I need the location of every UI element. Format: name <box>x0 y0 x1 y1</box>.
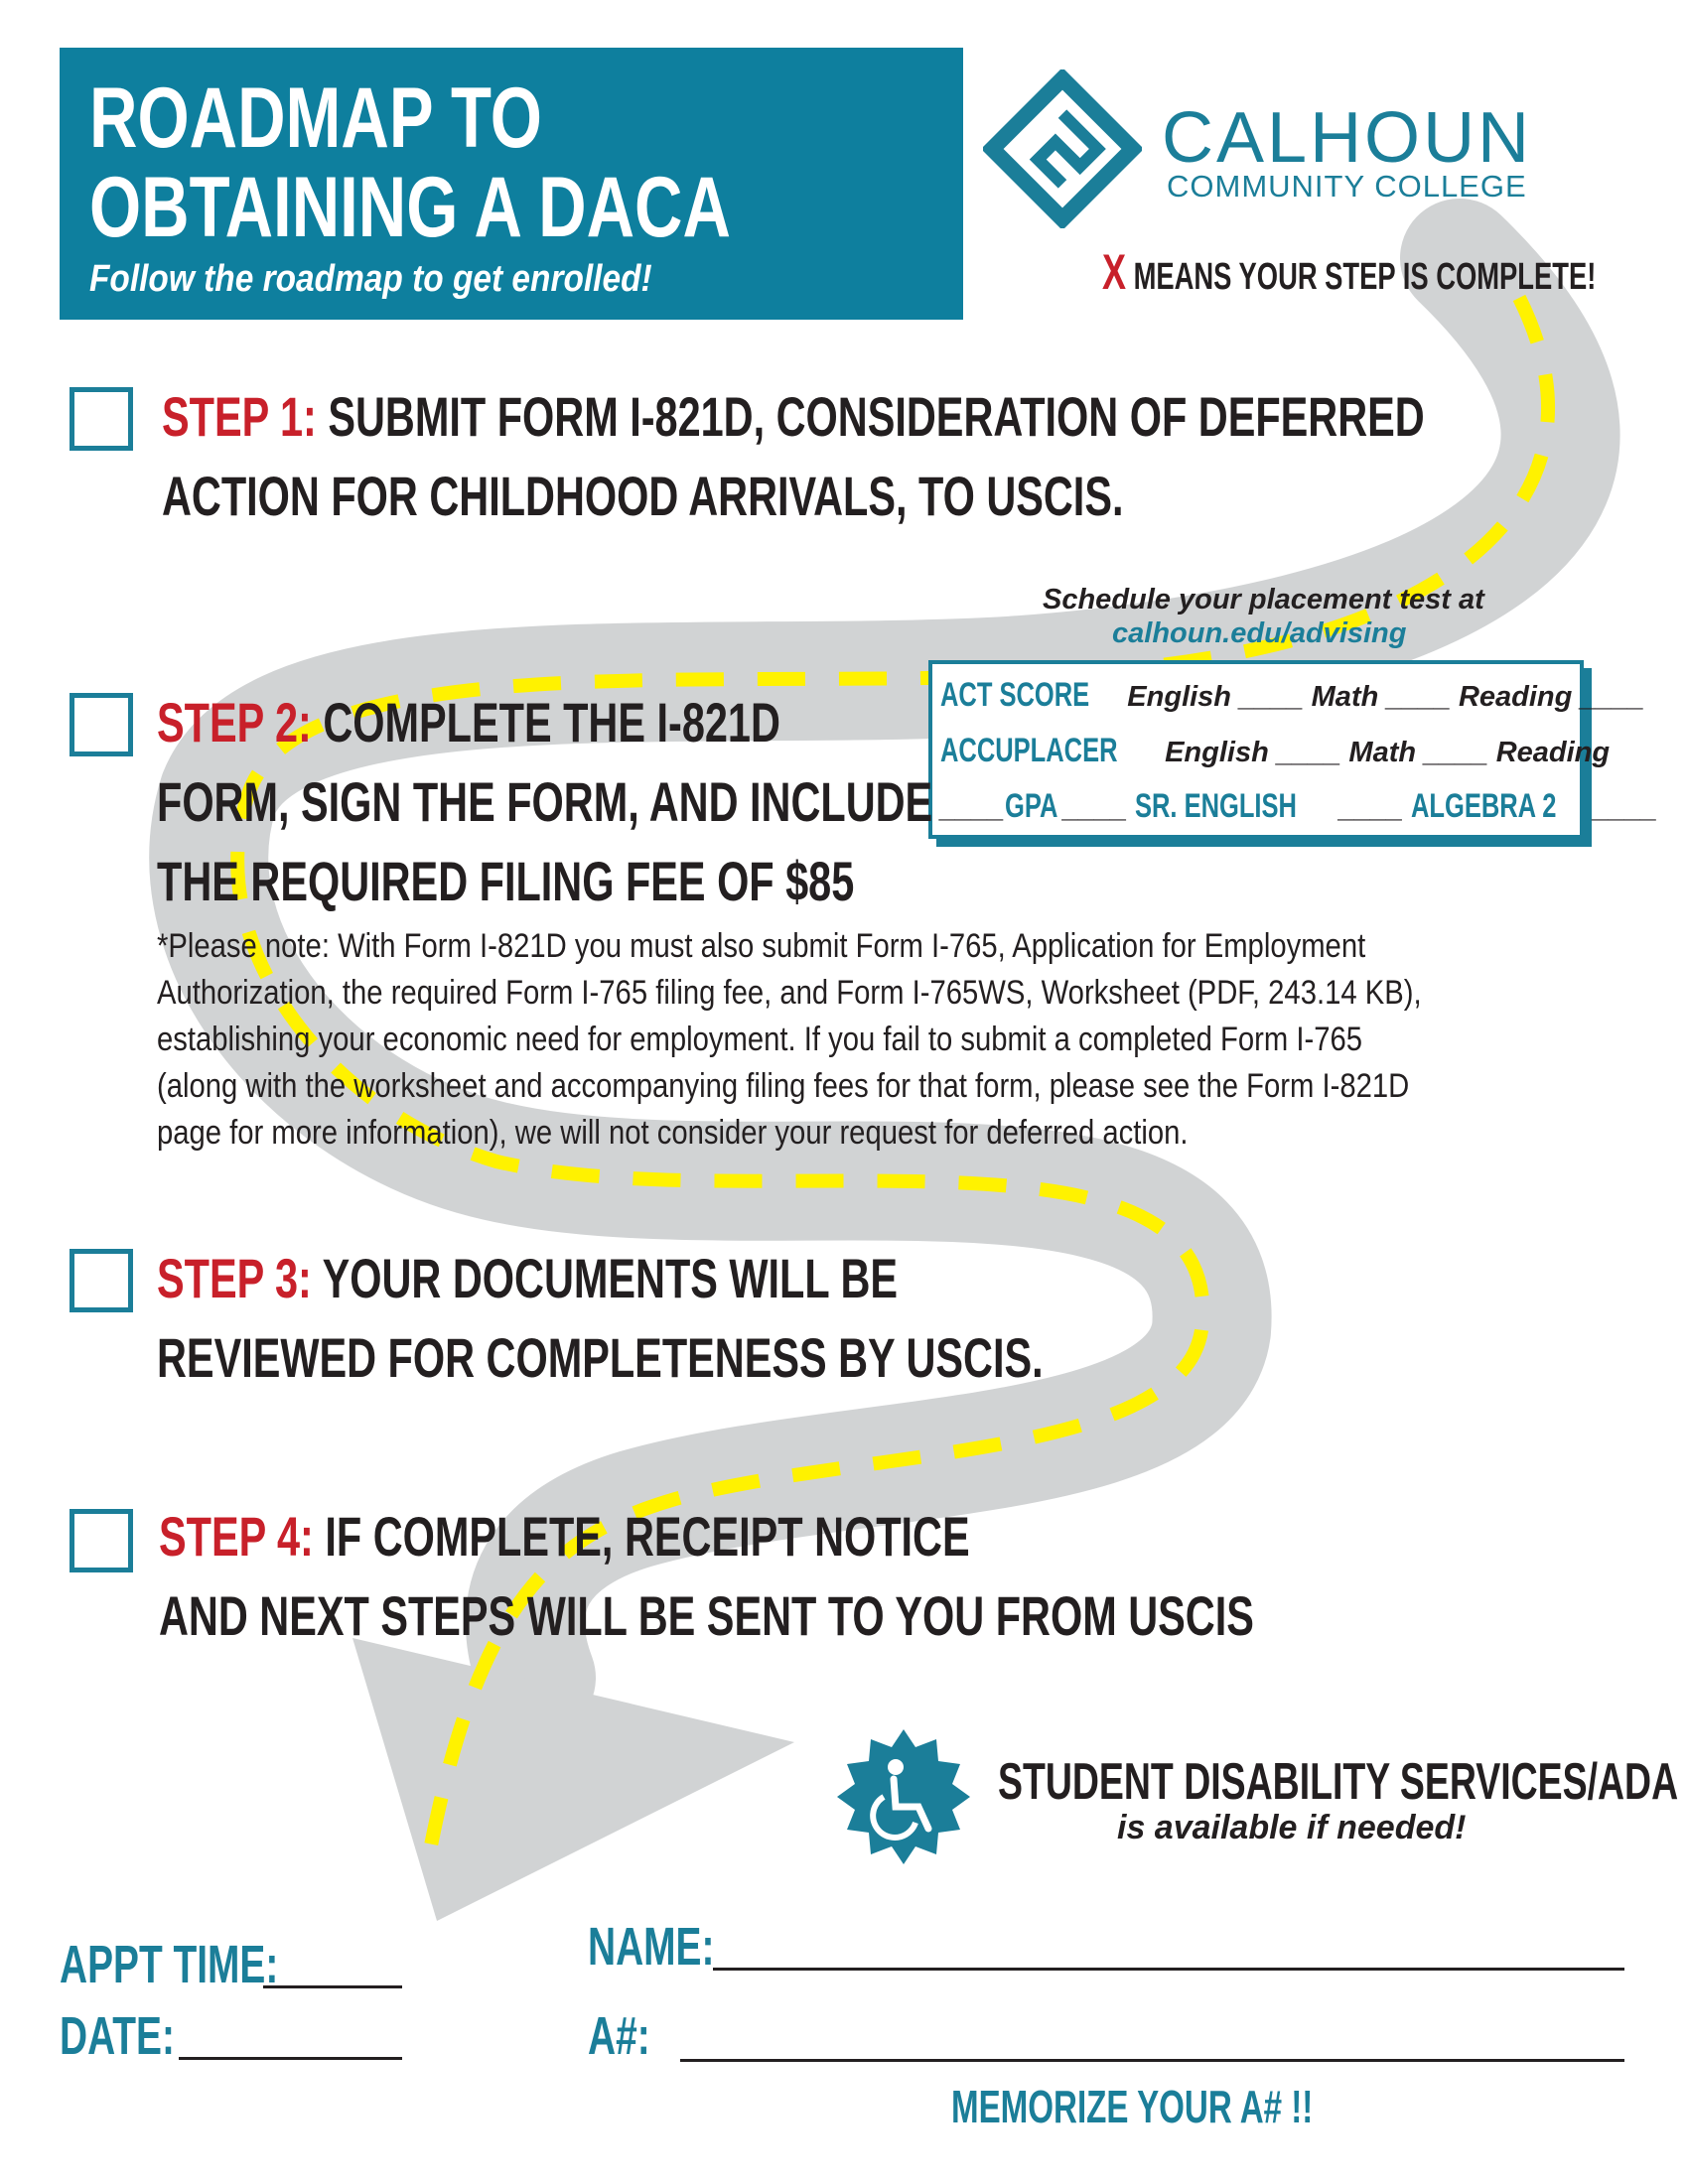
step3-text-line2: REVIEWED FOR COMPLETENESS BY USCIS. <box>157 1326 1044 1389</box>
page-title-line2: OBTAINING A DACA <box>89 160 731 255</box>
appt-time-field[interactable] <box>263 1985 402 1988</box>
step4-label: STEP 4: <box>159 1505 314 1568</box>
step4-text-line1: IF COMPLETE, RECEIPT NOTICE <box>325 1505 970 1568</box>
appt-time-label: APPT TIME: <box>60 1935 279 1994</box>
page-subtitle: Follow the roadmap to get enrolled! <box>89 258 652 300</box>
step1-checkbox[interactable] <box>70 387 133 451</box>
step2-checkbox[interactable] <box>70 693 133 756</box>
calhoun-logo-icon <box>983 69 1142 228</box>
algebra-label: ALGEBRA 2 <box>1411 787 1557 825</box>
completion-legend <box>1102 243 1596 301</box>
step2-text-line3: THE REQUIRED FILING FEE OF $85 <box>157 850 855 912</box>
placement-score-box <box>928 660 1657 839</box>
gpa-blank[interactable]: ____ <box>940 792 1005 824</box>
note-line: establishing your economic need for employment. If you fail to submit a completed Form I-765 <box>157 1021 1363 1058</box>
disability-services-title: STUDENT DISABILITY SERVICES/ADA <box>998 1753 1679 1811</box>
wheelchair-icon <box>834 1727 973 1866</box>
step3-label: STEP 3: <box>157 1247 312 1309</box>
step4-text-line2: AND NEXT STEPS WILL BE SENT TO YOU FROM USCIS <box>159 1584 1254 1647</box>
disability-services-subtitle: is available if needed! <box>1117 1809 1467 1846</box>
a-number-label: A#: <box>588 2006 650 2066</box>
accuplacer-fields[interactable]: English ____ Math ____ Reading <box>1165 737 1611 768</box>
step1-text-line2: ACTION FOR CHILDHOOD ARRIVALS, TO USCIS. <box>162 465 1124 527</box>
step1-text-line1: SUBMIT FORM I-821D, CONSIDERATION OF DEFERRED <box>328 385 1425 448</box>
step4-checkbox[interactable] <box>70 1509 133 1572</box>
accuplacer-row <box>940 732 1610 770</box>
accuplacer-label: ACCUPLACER <box>940 732 1118 769</box>
placement-link[interactable]: calhoun.edu/advising <box>1112 617 1407 649</box>
step2-heading <box>157 683 932 921</box>
step2-label: STEP 2: <box>157 691 312 753</box>
note-line: (along with the worksheet and accompanying filing fees for that form, please see the Form I-821D <box>157 1067 1410 1105</box>
date-field[interactable] <box>179 2057 402 2060</box>
placement-schedule-text: Schedule your placement test at <box>1043 584 1484 615</box>
logo-college-name: CALHOUN <box>1162 98 1533 178</box>
step1-label: STEP 1: <box>162 385 317 448</box>
name-field[interactable] <box>713 1968 1624 1971</box>
gpa-label: GPA <box>1004 787 1057 825</box>
note-line: *Please note: With Form I-821D you must also submit Form I-765, Application for Employment <box>157 927 1366 965</box>
step3-heading <box>157 1239 1044 1398</box>
step2-text-line1: COMPLETE THE I-821D <box>323 691 780 753</box>
header-banner <box>60 48 963 320</box>
date-label: DATE: <box>60 2006 175 2066</box>
act-score-row <box>940 676 1644 715</box>
act-score-fields[interactable]: English ____ Math ____ Reading ____ <box>1127 681 1644 713</box>
legend-x-mark: X <box>1102 244 1127 300</box>
gpa-row <box>940 787 1657 826</box>
sr-english-blank[interactable]: ____ <box>1338 792 1404 824</box>
act-score-label: ACT SCORE <box>940 676 1090 714</box>
name-label: NAME: <box>588 1917 715 1977</box>
step4-heading <box>159 1497 1254 1656</box>
memorize-a-number-text: MEMORIZE YOUR A# !! <box>951 2081 1314 2132</box>
step3-text-line1: YOUR DOCUMENTS WILL BE <box>322 1247 899 1309</box>
step1-heading <box>162 377 1425 536</box>
algebra-blank[interactable]: ____ <box>1593 792 1657 824</box>
step3-checkbox[interactable] <box>70 1249 133 1312</box>
page-title-line1: ROADMAP TO <box>89 70 542 166</box>
sr-english-label: SR. ENGLISH <box>1135 787 1298 825</box>
logo-college-subname: COMMUNITY COLLEGE <box>1167 169 1527 204</box>
note-line: Authorization, the required Form I-765 filing fee, and Form I-765WS, Worksheet (PDF, 243.14 KB), <box>157 974 1422 1012</box>
note-line: page for more information), we will not consider your request for deferred action. <box>157 1114 1189 1152</box>
a-number-field[interactable] <box>680 2059 1624 2062</box>
step2-note <box>157 923 1489 1157</box>
step2-text-line2: FORM, SIGN THE FORM, AND INCLUDE <box>157 770 933 833</box>
legend-text: MEANS YOUR STEP IS COMPLETE! <box>1133 256 1597 298</box>
gpa-value-blank[interactable]: ____ <box>1062 792 1128 824</box>
